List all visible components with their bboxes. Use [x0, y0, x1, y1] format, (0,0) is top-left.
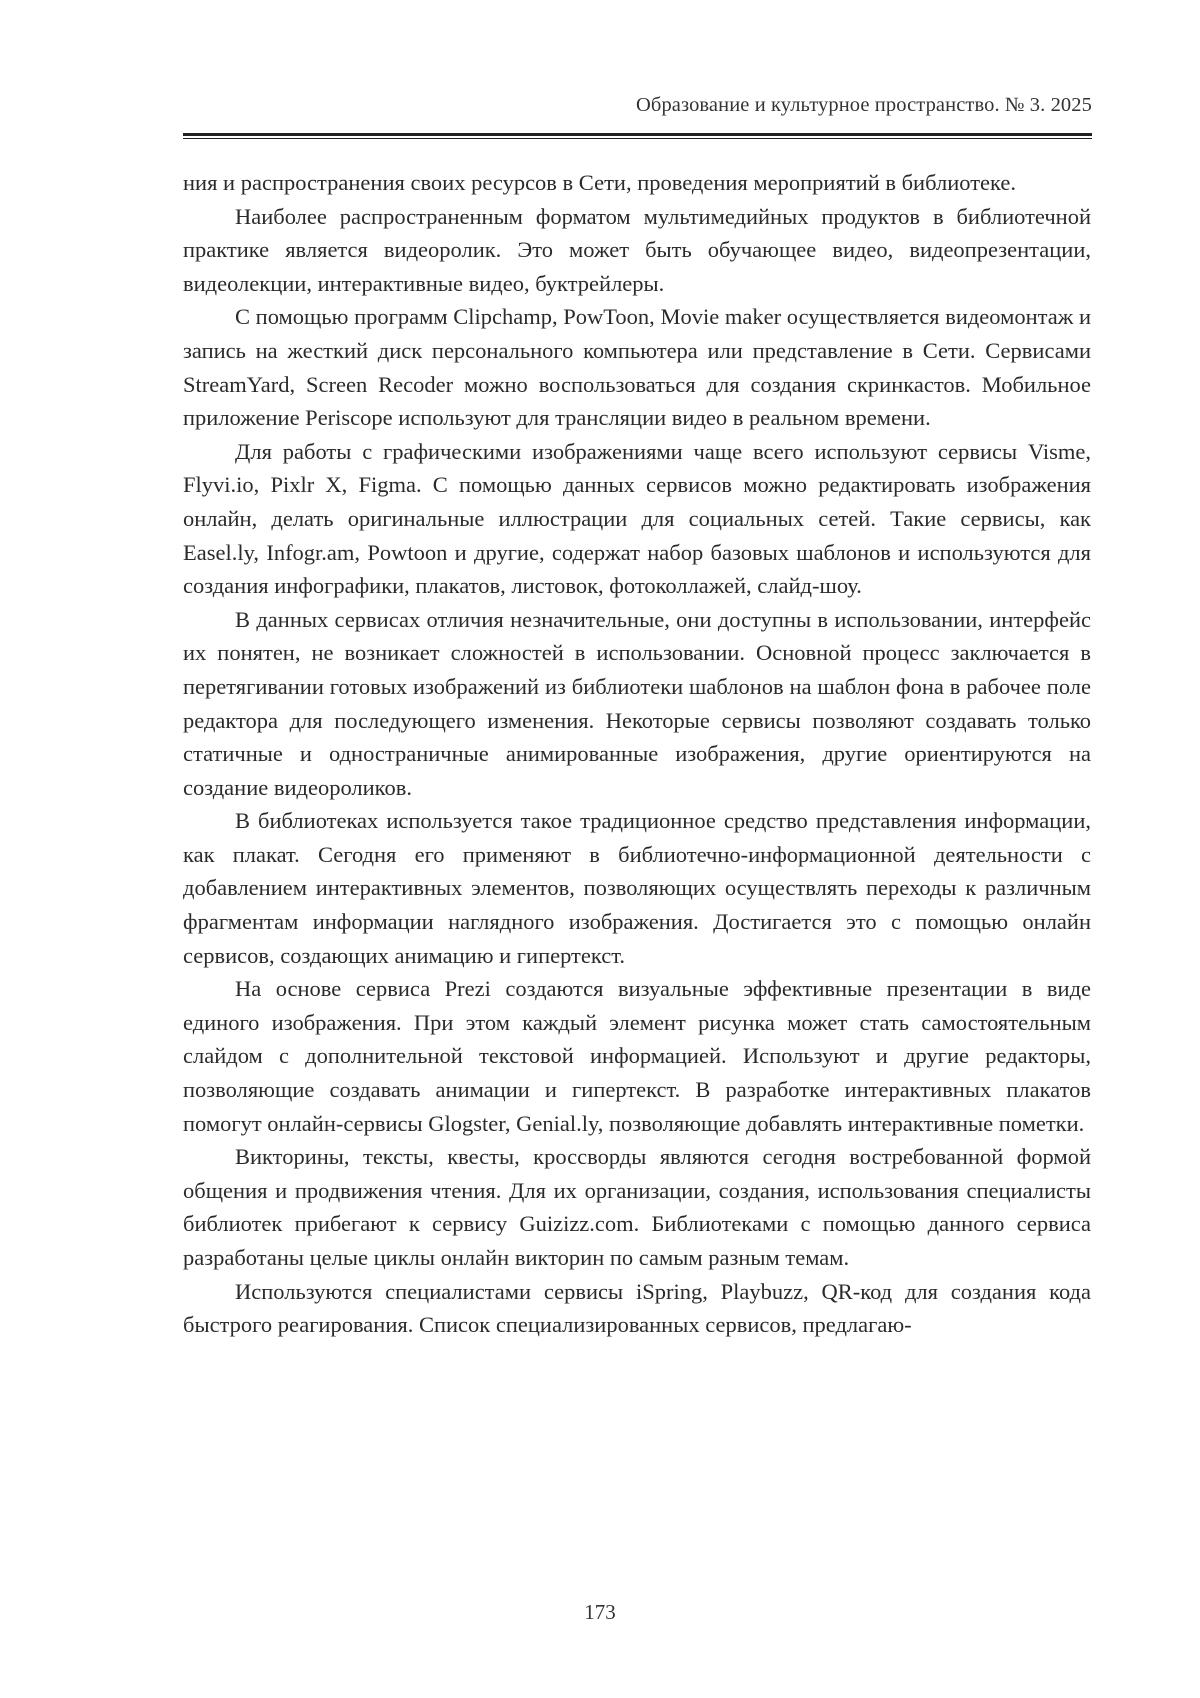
- page-number: 173: [584, 1600, 616, 1624]
- article-body: [183, 166, 1091, 1342]
- header-rule-thin: [183, 138, 1092, 139]
- paragraph: С помощью программ Clipchamp, PowToon, Movie maker осуществляется видеомонтаж и запись на жесткий диск персонального компьютера или представление в Сети. Сервисами StreamYard, Screen Recoder можно воспользоваться для создания скринкастов. Мобильное приложение Periscope используют для трансляции видео в реальном времени.: [183, 304, 1091, 431]
- paragraph: Наиболее распространенным форматом мультимедийных продуктов в библиотечной практике является видеоролик. Это может быть обучающее видео, видеопрезентации, видеолекции, интерактивные видео, буктрейлеры.: [183, 203, 1091, 296]
- running-title: Образование и культурное пространство. № 3. 2025: [636, 94, 1092, 116]
- paragraph: Используются специалистами сервисы iSpring, Playbuzz, QR-код для создания кода быстрого реагирования. Список специализированных сервисов, предлагаю-: [183, 1278, 1091, 1338]
- paragraph: В данных сервисах отличия незначительные, они доступны в использовании, интерфейс их понятен, не возникает сложностей в использовании. Основной процесс заключается в перетягивании готовых изображений из библиотеки шаблонов на шаблон фона в рабочее поле редактора для последующего изменения. Некоторые сервисы позволяют создавать только статичные и одностраничные анимированные изображения, другие ориентируются на создание видеороликов.: [183, 606, 1091, 800]
- header-rule-thick: [183, 133, 1092, 136]
- paragraph: На основе сервиса Prezi создаются визуальные эффективные презентации в виде единого изображения. При этом каждый элемент рисунка может стать самостоятельным слайдом с дополнительной текстовой информацией. Используют и другие редакторы, позволяющие создавать анимации и гипертекст. В разработке интерактивных плакатов помогут онлайн-сервисы Glogster, Genial.ly, позволяющие добавлять интерактивные пометки.: [183, 976, 1091, 1136]
- paragraph-continuation: ния и распространения своих ресурсов в Сети, проведения мероприятий в библиотеке.: [183, 170, 1017, 195]
- paragraph: В библиотеках используется такое традиционное средство представления информации, как плакат. Сегодня его применяют в библиотечно-информационной деятельности с добавлением интерактивных элементов, позволяющих осуществлять переходы к различным фрагментам информации наглядного изображения. Достигается это с помощью онлайн сервисов, создающих анимацию и гипертекст.: [183, 808, 1091, 968]
- paragraph: Для работы с графическими изображениями чаще всего используют сервисы Visme, Flyvi.io, Pixlr X, Figma. С помощью данных сервисов можно редактировать изображения онлайн, делать оригинальные иллюстрации для социальных сетей. Такие сервисы, как Easel.ly, Infogr.am, Powtoon и другие, содержат набор базовых шаблонов и используются для создания инфографики, плакатов, листовок, фотоколлажей, слайд-шоу.: [183, 438, 1091, 599]
- paragraph: Викторины, тексты, квесты, кроссворды являются сегодня востребованной формой общения и продвижения чтения. Для их организации, создания, использования специалисты библиотек прибегают к сервису Guizizz.com. Библиотеками с помощью данного сервиса разработаны целые циклы онлайн викторин по самым разным темам.: [183, 1144, 1091, 1270]
